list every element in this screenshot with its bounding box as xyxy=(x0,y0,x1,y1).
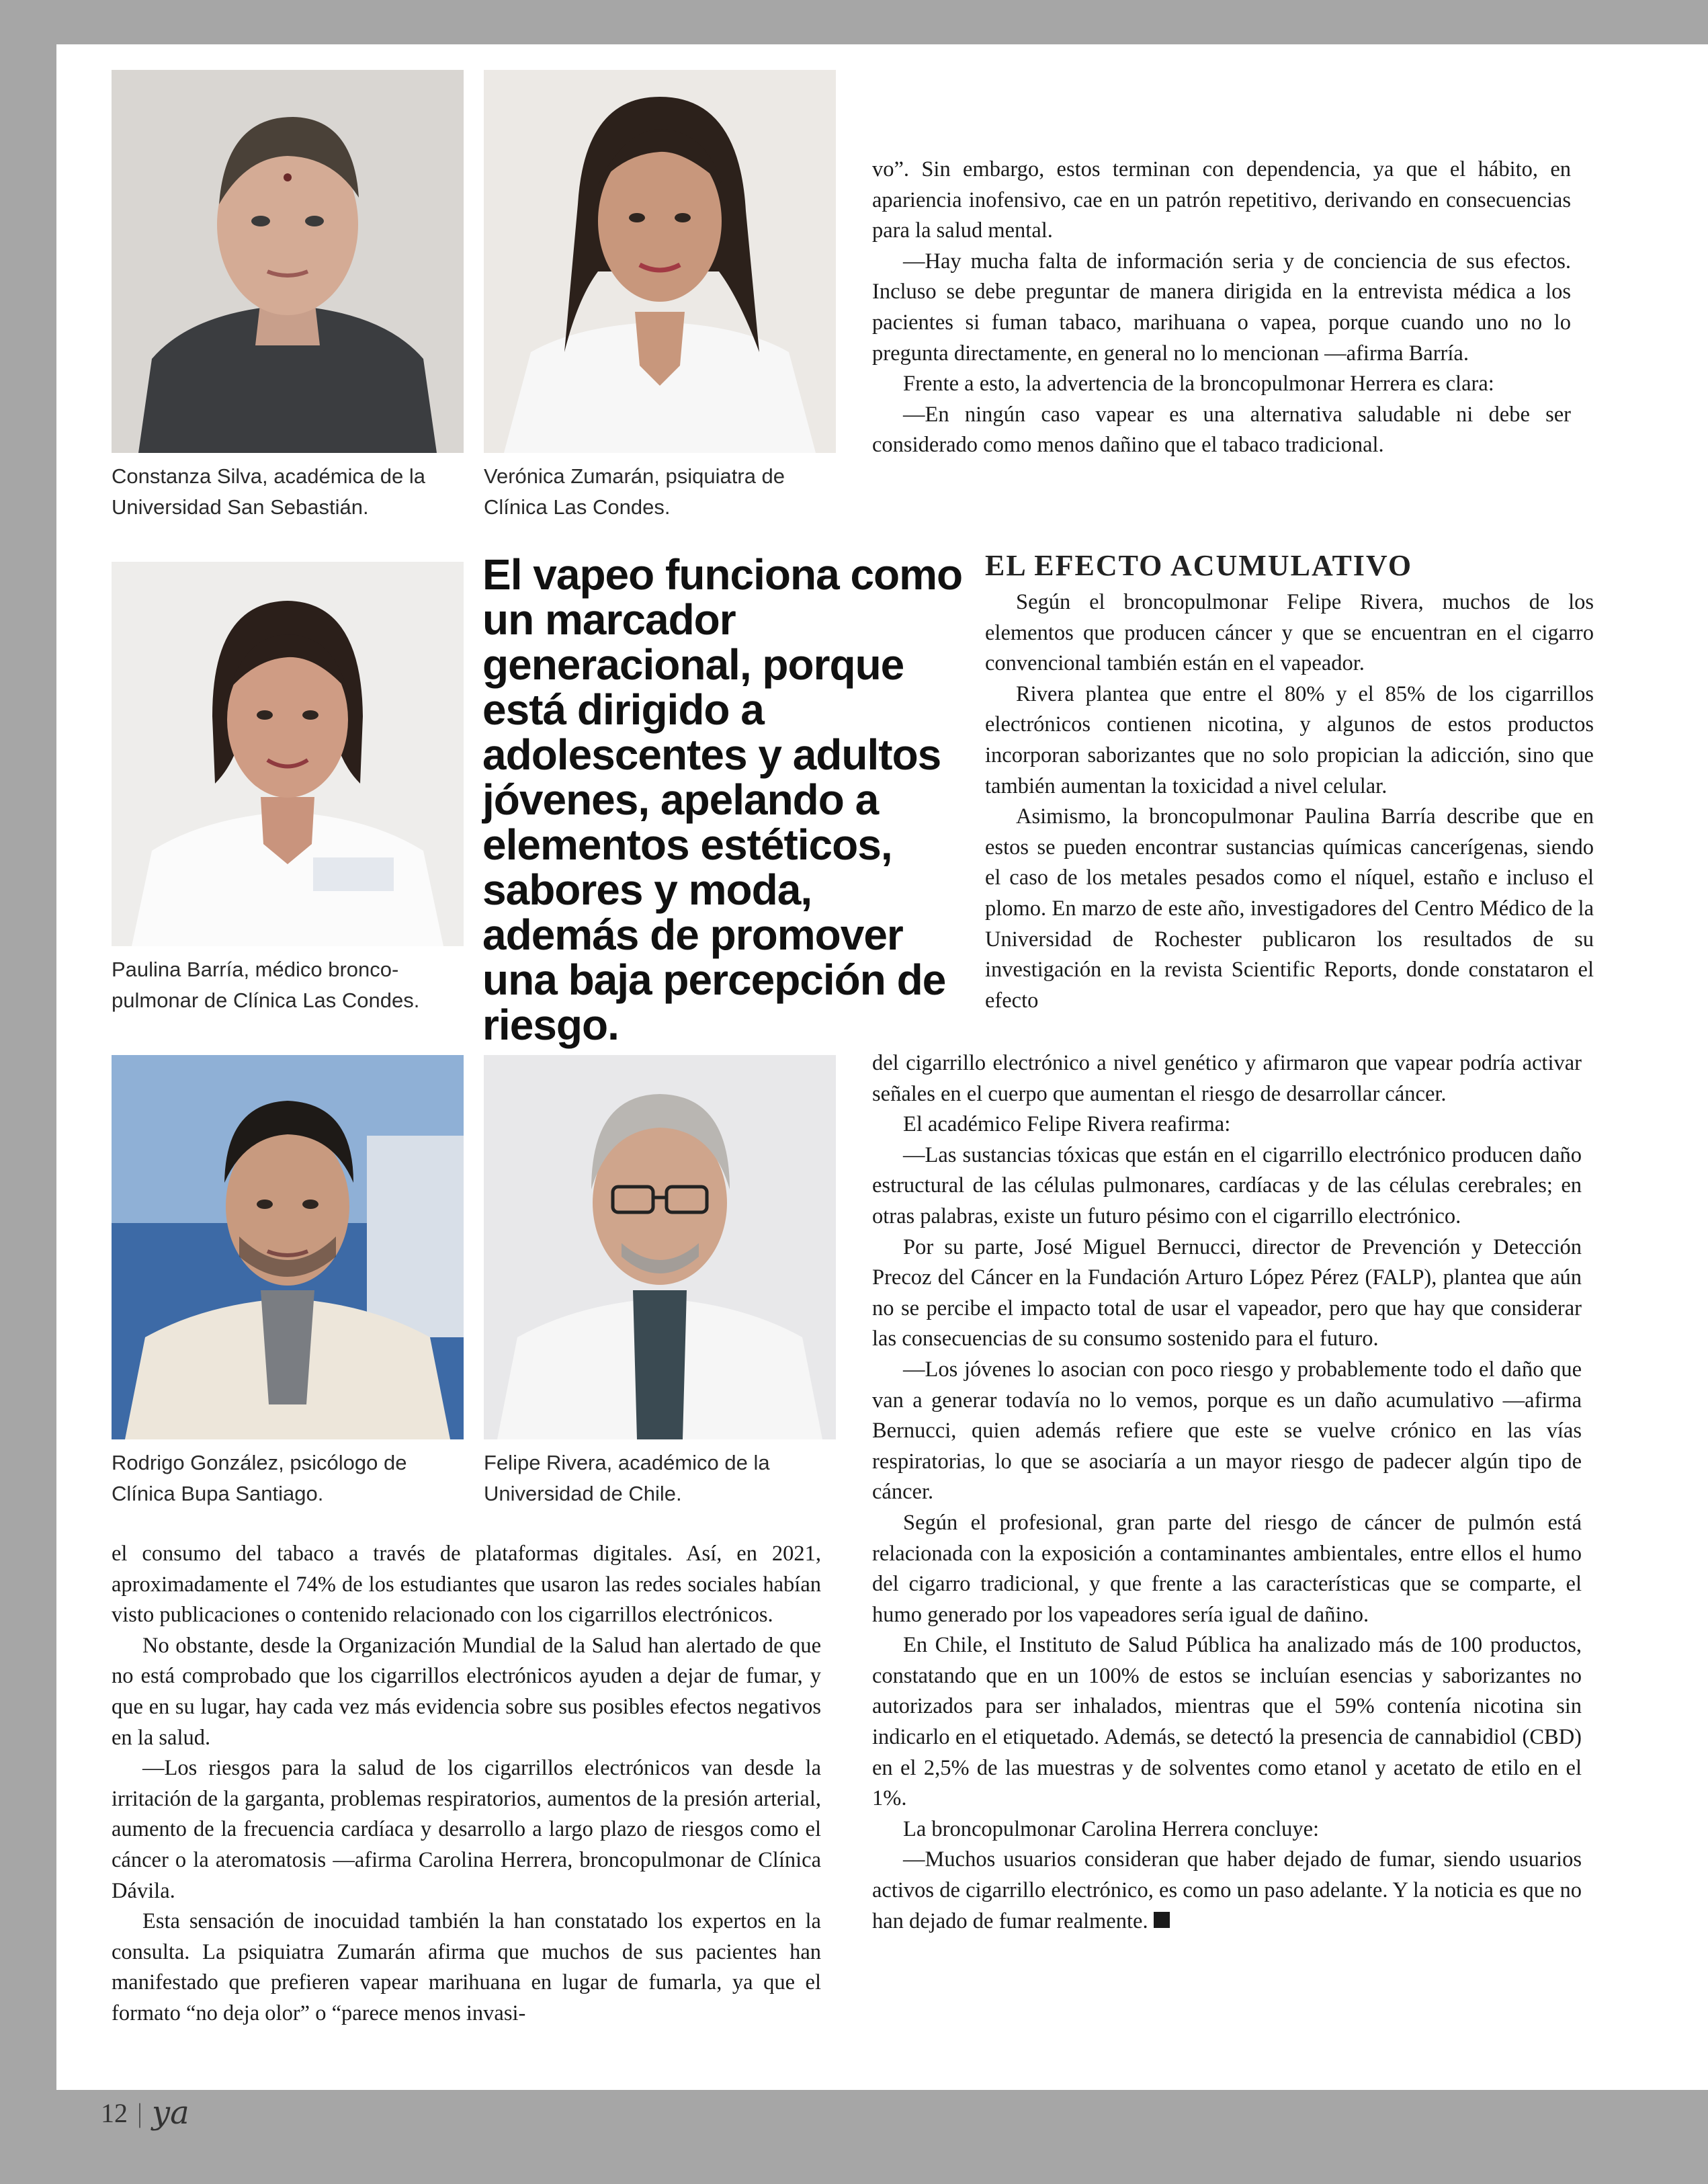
article-column-bottom-right xyxy=(872,1048,1582,1937)
photo-paulina-barria xyxy=(112,562,464,946)
paragraph: Según el broncopulmonar Felipe Rivera, muchos de los elementos que producen cáncer y que se encuentran en el cigarro convencional también están en el vapeador. xyxy=(985,590,1594,676)
page-number: 12 xyxy=(101,2097,128,2128)
paragraph: En Chile, el Instituto de Salud Pública ha analizado más de 100 productos, constatando que en un 100% de estos se incluían esencias y saborizantes no autorizados para ser inhalados, mientras que el 59% contenía nicotina sin indicarlo en el etiquetado. Además, se detectó la presencia de cannabidiol (CBD) en el 2,5% de las muestras y de solventes como etanol y acetato de etilo en el 1%. xyxy=(872,1633,1582,1811)
section-heading: EL EFECTO ACUMULATIVO xyxy=(985,549,1413,582)
paragraph: vo”. Sin embargo, estos terminan con dependencia, ya que el hábito, en apariencia inofensivo, cae en un patrón repetitivo, derivando en consecuencias para la salud mental. xyxy=(872,157,1571,243)
end-mark-icon xyxy=(1154,1912,1170,1928)
paragraph: el consumo del tabaco a través de plataformas digitales. Así, en 2021, aproximadamente el 74% de los estudiantes que usaron las redes sociales habían visto publicaciones o contenido relacionado con los cigarrillos electrónicos. xyxy=(112,1542,821,1628)
paragraph: No obstante, desde la Organización Mundial de la Salud han alertado de que no está comprobado que los cigarrillos electrónicos ayuden a dejar de fumar, y que en su lugar, hay cada vez más evidencia sobre sus posibles efectos negativos en la salud. xyxy=(112,1633,821,1750)
caption-constanza-silva: Constanza Silva, académica de la Universidad San Sebastián. xyxy=(112,464,425,519)
pull-quote: El vapeo funciona como un marcador generacional, porque está dirigido a adolescentes y adultos jóvenes, apelando a elementos estéticos, sabores y moda, además de promover una baja percepción de riesgo. xyxy=(482,550,963,1049)
paragraph: Rivera plantea que entre el 80% y el 85% de los cigarrillos electrónicos contienen nicotina, y algunos de estos productos incorporan saborizantes que no solo propician la adicción, sino que también aumentan la toxicidad a nivel celular. xyxy=(985,681,1594,798)
article-column-top-right xyxy=(872,155,1571,461)
caption-rodrigo-gonzalez: Rodrigo González, psicólogo de Clínica Bupa Santiago. xyxy=(112,1451,407,1505)
paragraph: Esta sensación de inocuidad también la han constatado los expertos en la consulta. La psiquiatra Zumarán afirma que muchos de sus pacientes han manifestado que prefieren vapear marihuana en lugar de fumarla, ya que el formato “no deja olor” o “parece menos invasi- xyxy=(112,1909,821,2025)
folio-separator: | xyxy=(137,2097,143,2128)
paragraph: Según el profesional, gran parte del riesgo de cáncer de pulmón está relacionada con la exposición a contaminantes ambientales, entre ellos el humo del cigarro tradicional, y que frente a las características que se comparte, el humo generado por los vapeadores sería igual de dañino. xyxy=(872,1510,1582,1627)
caption-paulina-barria: Paulina Barría, médico bronco-pulmonar de Clínica Las Condes. xyxy=(112,958,420,1012)
caption-veronica-zumaran: Verónica Zumarán, psiquiatra de Clínica Las Condes. xyxy=(484,464,785,519)
paragraph: Asimismo, la broncopulmonar Paulina Barría describe que en estos se pueden encontrar sustancias químicas cancerígenas, siendo el caso de los metales pesados como el níquel, estaño e incluso el plomo. En marzo de este año, investigadores del Centro Médico de la Universidad de Rochester publicaron los resultados de su investigación en la revista Scientific Reports, donde constataron el efecto xyxy=(985,804,1594,1013)
article-column-bottom-left xyxy=(112,1539,821,2029)
photo-rodrigo-gonzalez xyxy=(112,1055,464,1439)
photo-constanza-silva xyxy=(112,70,464,453)
paragraph-text: —Muchos usuarios consideran que haber dejado de fumar, siendo usuarios activos de cigarrillo electrónico, es como un paso adelante. Y la noticia es que no han dejado de fumar realmente. xyxy=(872,1847,1582,1933)
paragraph: El académico Felipe Rivera reafirma: xyxy=(903,1112,1231,1137)
article-column-narrow-right xyxy=(985,587,1594,1016)
paragraph: Frente a esto, la advertencia de la broncopulmonar Herrera es clara: xyxy=(903,372,1494,396)
paragraph: Por su parte, José Miguel Bernucci, director de Prevención y Detección Precoz del Cáncer en la Fundación Arturo López Pérez (FALP), plantea que aún no se percibe el impacto total de usar el vapeador, pero que hay que considerar las consecuencias de su consumo sostenido para el futuro. xyxy=(872,1234,1582,1351)
page-folio xyxy=(101,2093,189,2133)
photo-felipe-rivera xyxy=(484,1055,836,1439)
paragraph: —Los jóvenes lo asocian con poco riesgo y probablemente todo el daño que van a generar todavía no lo vemos, porque es un daño acumulativo —afirma Bernucci, quien además refiere que este se vuelve crónico en las vías respiratorias, lo que se asociaría a un mayor riesgo de padecer algún tipo de cáncer. xyxy=(872,1357,1582,1505)
photo-veronica-zumaran xyxy=(484,70,836,453)
paragraph: —Las sustancias tóxicas que están en el cigarrillo electrónico producen daño estructural de las células pulmonares, cardíacas y de las células cerebrales; en otras palabras, existe un futuro pésimo con el cigarrillo electrónico. xyxy=(872,1142,1582,1228)
paragraph: del cigarrillo electrónico a nivel genético y afirmaron que vapear podría activar señales en el cuerpo que aumentan el riesgo de desarrollar cáncer. xyxy=(872,1051,1582,1106)
paragraph: —Los riesgos para la salud de los cigarrillos electrónicos van desde la irritación de la garganta, problemas respiratorios, aumentos de la presión arterial, aumento de la frecuencia cardíaca y desarrollo a largo plazo de riesgos como el cáncer o la ateromatosis —afirma Carolina Herrera, broncopulmonar de Clínica Dávila. xyxy=(112,1756,821,1903)
paragraph-last xyxy=(872,1845,1582,1937)
paragraph: La broncopulmonar Carolina Herrera concluye: xyxy=(903,1816,1320,1841)
magazine-logo: ya xyxy=(152,2094,189,2132)
paragraph: —Hay mucha falta de información seria y de conciencia de sus efectos. Incluso se debe preguntar de manera dirigida en la entrevista médica a los pacientes si fuman tabaco, marihuana o vapea, porque cuando uno no lo pregunta directamente, en general no lo mencionan —afirma Barría. xyxy=(872,249,1571,366)
caption-felipe-rivera: Felipe Rivera, académico de la Universidad de Chile. xyxy=(484,1451,770,1505)
paragraph: —En ningún caso vapear es una alternativa saludable ni debe ser considerado como menos dañino que el tabaco tradicional. xyxy=(872,402,1571,458)
